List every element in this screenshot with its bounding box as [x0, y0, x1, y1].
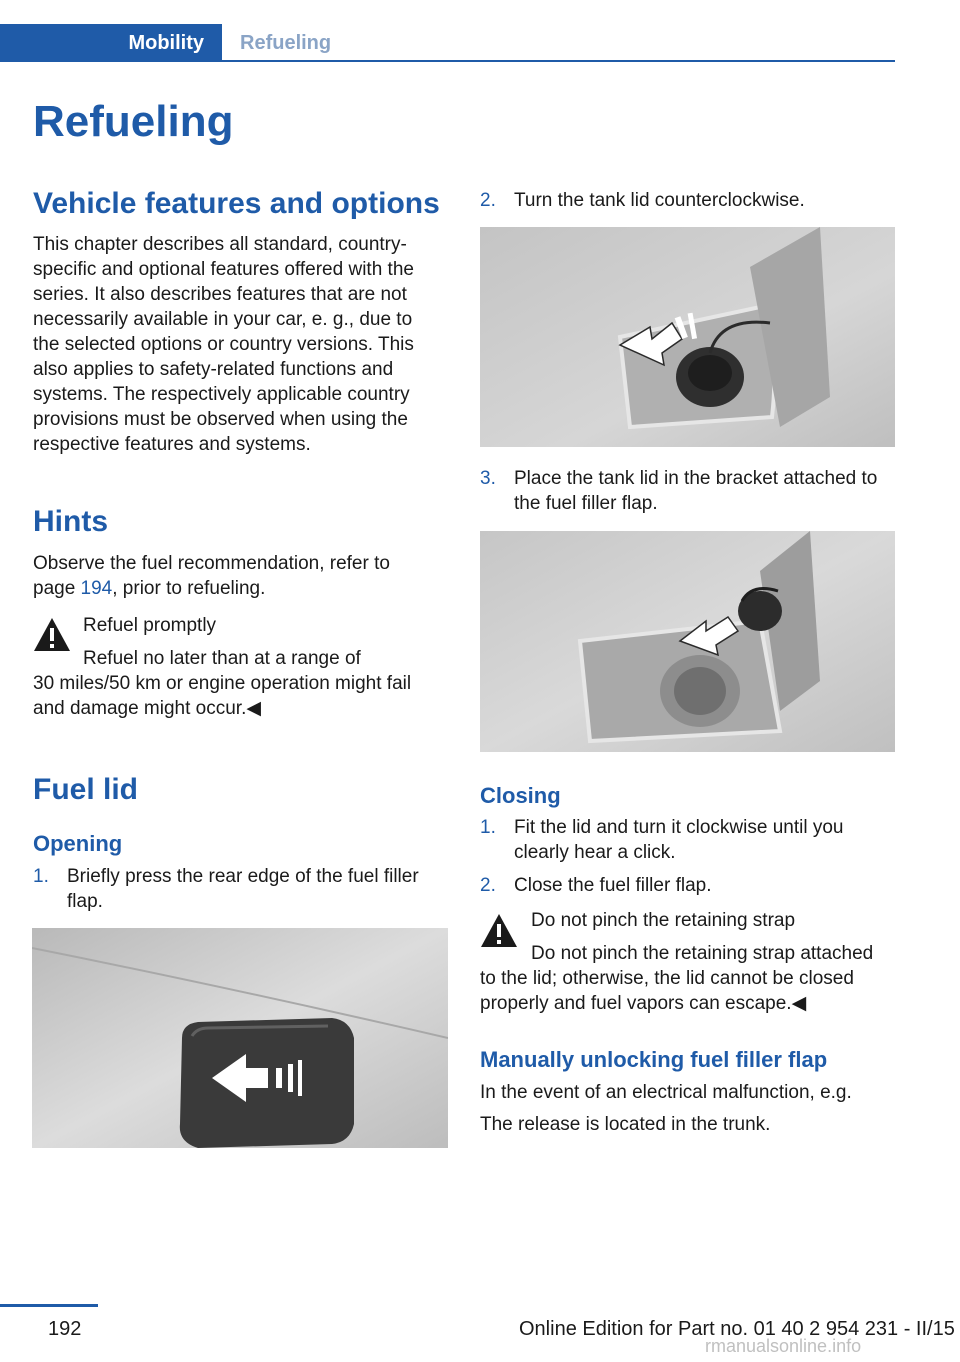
vehicle-line: systems. The respectively applicable country [33, 384, 410, 405]
hints-line: page 194, prior to refueling. [33, 578, 266, 599]
step-number: 2. [480, 875, 496, 896]
watermark: rmanualsonline.info [705, 1336, 862, 1356]
hints-heading: Hints [33, 505, 108, 538]
turn-tank-lid-image [480, 227, 895, 447]
step-text: Briefly press the rear edge of the fuel filler flap. [67, 866, 419, 912]
closing-step-1 [480, 815, 895, 867]
warning-icon [32, 616, 72, 654]
page-number: 192 [48, 1318, 82, 1340]
hints-line: Observe the fuel recommendation, refer to [33, 553, 390, 574]
page-link[interactable]: 194 [80, 578, 113, 599]
edition-text: Online Edition for Part no. 01 40 2 954 231 - II/15 [519, 1318, 955, 1340]
warning-title: Refuel promptly [83, 615, 217, 636]
footer-rule [0, 1304, 98, 1307]
closing-heading: Closing [480, 783, 561, 808]
warning-icon [479, 912, 519, 950]
opening-heading: Opening [33, 831, 123, 856]
warning-line: to the lid; otherwise, the lid cannot be closed [480, 968, 854, 989]
header-rule [0, 60, 895, 62]
tab-refueling[interactable]: Refueling [240, 32, 332, 54]
step-text: Close the fuel filler flap. [514, 875, 712, 896]
vehicle-line: This chapter describes all standard, country- [33, 234, 407, 255]
warning-line: 30 miles/50 km or engine operation might fail [33, 673, 412, 694]
step-number: 1. [33, 866, 49, 887]
vehicle-line: necessarily available in your car, e. g., due to [33, 309, 413, 330]
vehicle-line: respective features and systems. [33, 434, 311, 455]
opening-step-1 [33, 864, 443, 916]
vehicle-line: specific and optional features offered with the [33, 259, 414, 280]
header-bar [0, 0, 895, 62]
step-number: 1. [480, 817, 496, 838]
fuel-flap-press-image [32, 928, 448, 1148]
warning-line: Do not pinch the retaining strap attached [531, 943, 874, 964]
warning-line: Refuel no later than at a range of [83, 648, 361, 669]
step-2 [480, 188, 895, 214]
lid-in-bracket-image [480, 531, 895, 752]
step-3 [480, 466, 895, 518]
manual-unlock-heading: Manually unlocking fuel filler flap [480, 1047, 828, 1072]
warning-title: Do not pinch the retaining strap [531, 910, 796, 931]
vehicle-line: also applies to safety-related functions and [33, 359, 394, 380]
vehicle-line: provisions must be observed when using the [33, 409, 408, 430]
step-text: Fit the lid and turn it clockwise until you clearly hear a click. [514, 817, 844, 863]
manual-unlock-line: The release is located in the trunk. [480, 1114, 771, 1135]
step-text: Place the tank lid in the bracket attached to the fuel filler flap. [514, 468, 878, 514]
fuel-lid-heading: Fuel lid [33, 773, 138, 806]
vehicle-features-heading: Vehicle features and options [33, 187, 440, 220]
warning-line: properly and fuel vapors can escape.◀ [480, 993, 807, 1014]
vehicle-line: the selected options or country versions. This [33, 334, 414, 355]
closing-step-2 [480, 873, 895, 899]
step-number: 2. [480, 190, 496, 211]
step-text: Turn the tank lid counterclockwise. [514, 190, 805, 211]
hints-paragraph [33, 551, 390, 601]
tab-mobility[interactable]: Mobility [0, 24, 222, 62]
vehicle-line: series. It also describes features that are not [33, 284, 407, 305]
manual-unlock-line: In the event of an electrical malfunction, e.g. [480, 1082, 852, 1103]
warning-line: and damage might occur.◀ [33, 698, 261, 719]
vehicle-features-paragraph [33, 232, 443, 457]
step-number: 3. [480, 468, 496, 489]
page-title: Refueling [33, 97, 234, 146]
